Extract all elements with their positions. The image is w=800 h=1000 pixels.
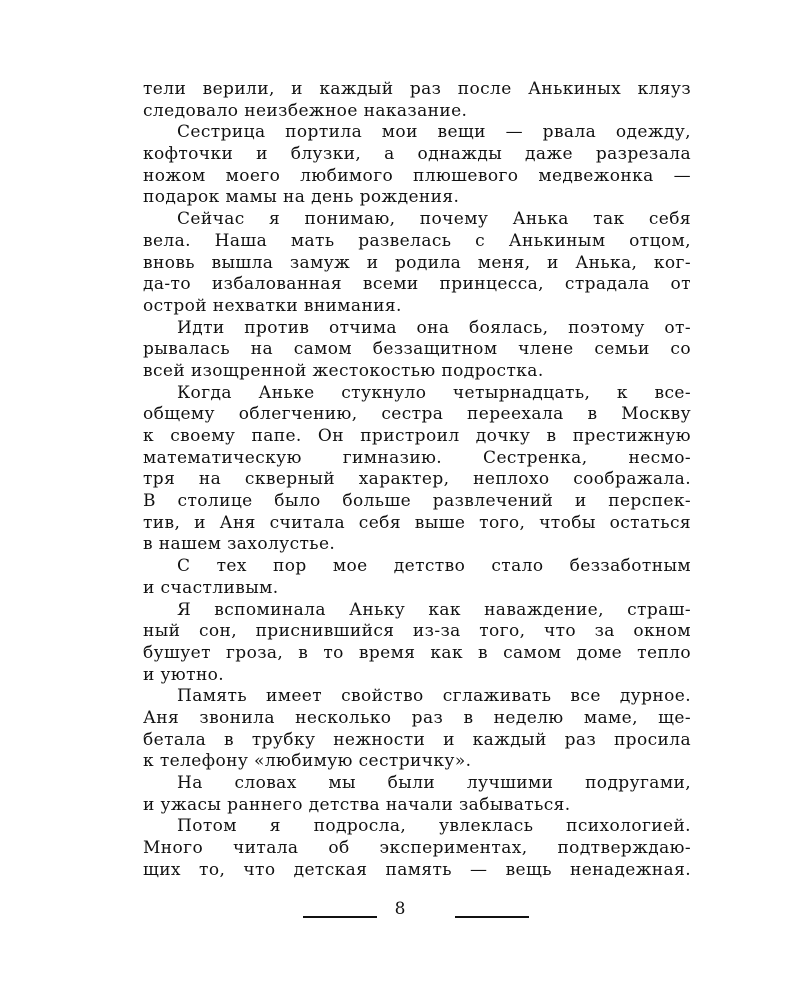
text-line: ный сон, приснившийся из-за того, что за окном <box>143 621 691 642</box>
text-line: математическую гимназию. Сестренка, несмо- <box>143 447 691 468</box>
text-line: бетала в трубку нежности и каждый раз просила <box>143 729 691 750</box>
text-line: кофточки и блузки, а однажды даже разрезала <box>143 144 691 165</box>
text-line: в нашем захолустье. <box>143 534 336 555</box>
text-line: В столице было больше развлечений и перспек- <box>143 491 691 512</box>
text-line: тели верили, и каждый раз после Анькиных кляуз <box>143 79 691 99</box>
text-line: Потом я подросла, увлеклась психологией. <box>177 816 691 837</box>
footer-rule-left <box>303 916 377 918</box>
page-number: 8 <box>394 899 406 919</box>
text-line: к своему папе. Он пристроил дочку в престижную <box>143 426 691 446</box>
text-line: Аня звонила несколько раз в неделю маме, ще- <box>143 707 691 728</box>
text-line: и уютно. <box>143 664 225 685</box>
text-line: Сестрица портила мои вещи — рвала одежду, <box>177 122 691 143</box>
text-line: тря на скверный характер, неплохо соображала. <box>143 469 691 490</box>
text-line: Я вспоминала Аньку как наваждение, страш- <box>177 599 691 620</box>
page-footer <box>0 899 800 929</box>
text-line: Идти против отчима она боялась, поэтому от- <box>177 317 691 338</box>
text-line: да-то избалованная всеми принцесса, страдала от <box>143 274 691 295</box>
text-line: На словах мы были лучшими подругами, <box>177 773 691 793</box>
text-line: ножом моего любимого плюшевого медвежонка — <box>143 165 691 186</box>
text-line: вела. Наша мать развелась с Анькиным отцом, <box>143 230 691 251</box>
text-line: к телефону «любимую сестричку». <box>143 751 472 772</box>
text-line: Когда Аньке стукнуло четырнадцать, к все- <box>177 382 691 403</box>
text-line: острой нехватки внимания. <box>143 295 402 316</box>
text-line: рывалась на самом беззащитном члене семьи со <box>143 339 691 360</box>
text-line: тив, и Аня считала себя выше того, чтобы остаться <box>143 512 691 533</box>
text-line: щих то, что детская память — вещь ненадежная. <box>143 859 691 880</box>
footer-rule-right <box>455 916 529 918</box>
text-line: Много читала об экспериментах, подтверждаю- <box>143 838 691 859</box>
text-line: Память имеет свойство сглаживать все дурное. <box>177 686 691 707</box>
text-line: бушует гроза, в то время как в самом доме тепло <box>143 642 691 663</box>
text-line: Сейчас я понимаю, почему Анька так себя <box>177 209 691 230</box>
text-line: и счастливым. <box>143 577 279 598</box>
page-text <box>143 79 691 881</box>
text-line: и ужасы раннего детства начали забываться. <box>143 794 571 815</box>
text-line: следовало неизбежное наказание. <box>143 100 468 121</box>
text-line: вновь вышла замуж и родила меня, и Анька, ког- <box>143 252 691 273</box>
text-line: подарок мамы на день рождения. <box>143 187 460 208</box>
text-line: С тех пор мое детство стало беззаботным <box>177 556 691 577</box>
text-line: всей изощренной жестокостью подростка. <box>143 360 544 381</box>
text-line: общему облегчению, сестра переехала в Москву <box>143 404 691 425</box>
